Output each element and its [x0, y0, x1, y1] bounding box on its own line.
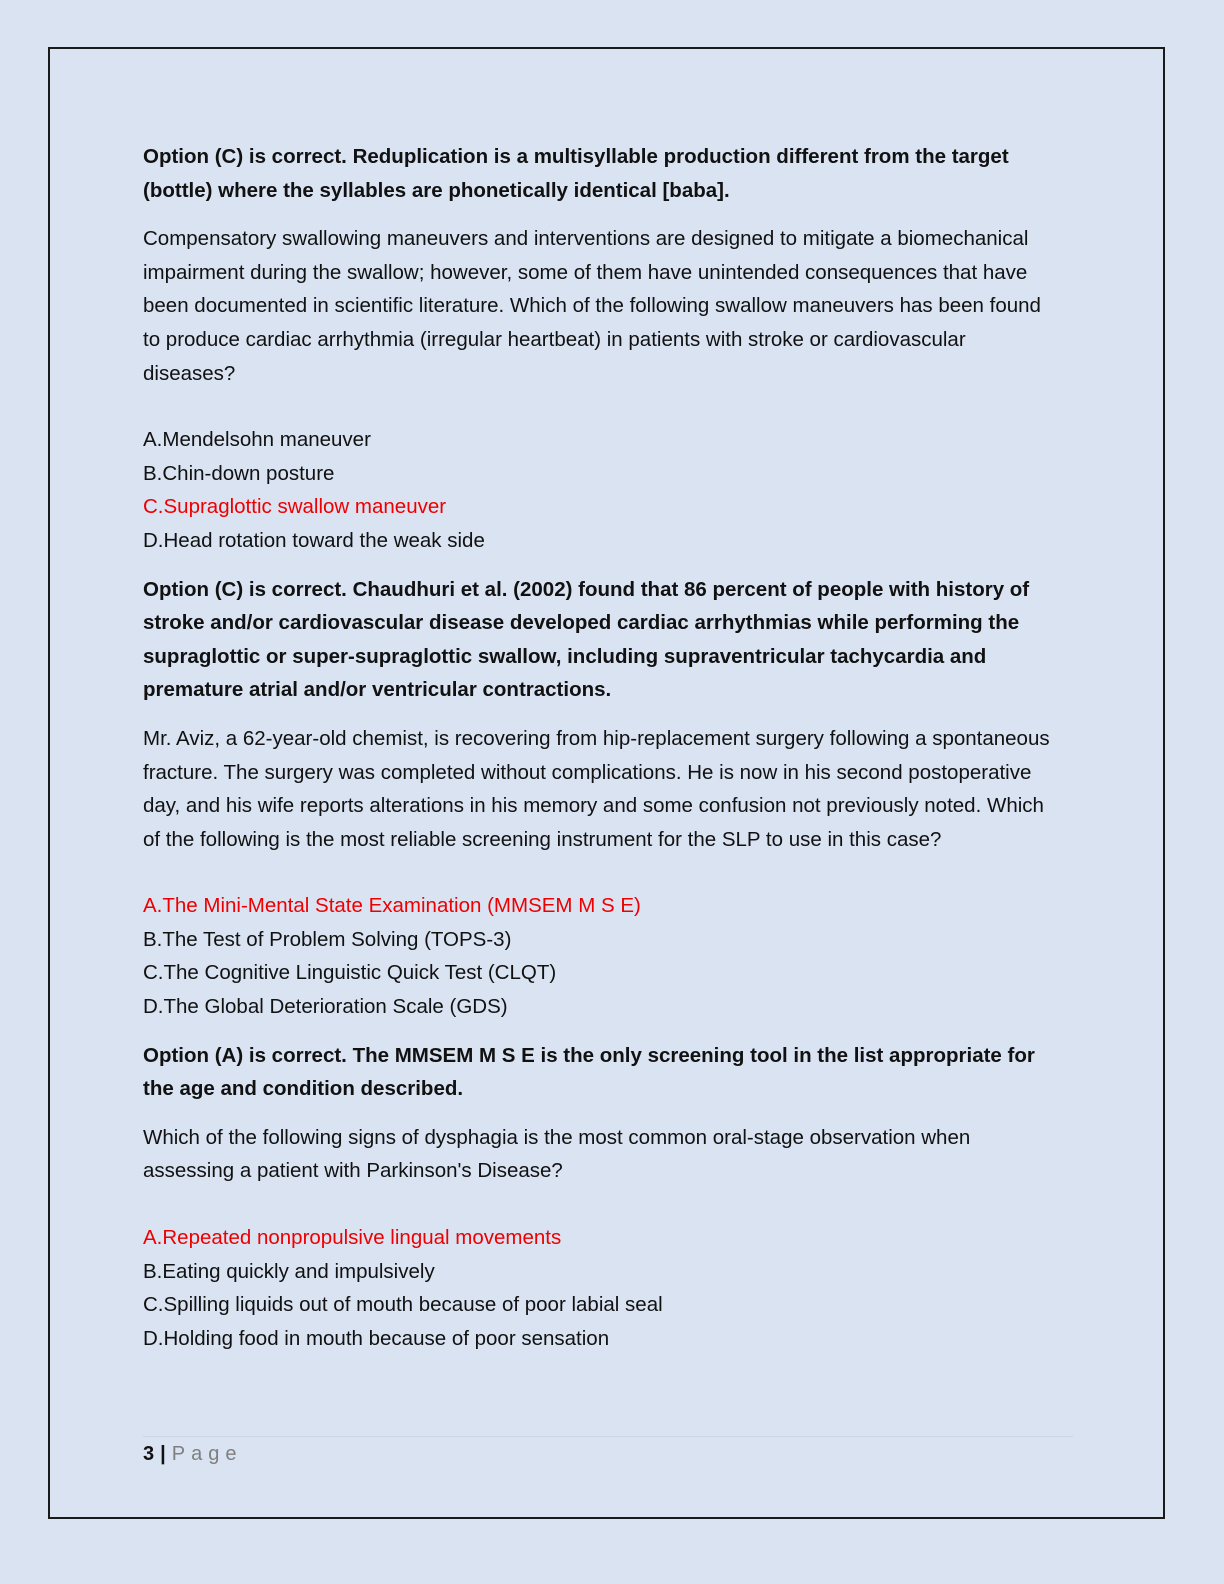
- option-d: D.The Global Deterioration Scale (GDS): [143, 995, 508, 1019]
- option-a-correct: A.The Mini-Mental State Examination (MMSEM M S E): [143, 894, 641, 918]
- document-body: [143, 140, 1063, 1370]
- answer-explanation: Option (C) is correct. Chaudhuri et al. (2002) found that 86 percent of people with history of stroke and/or cardiovascular disease developed cardiac arrhythmias while performing the supraglottic or super-supraglottic swallow, including supraventricular tachycardia and premature atrial and/or ventricular contractions.: [143, 577, 1030, 702]
- option-list: [143, 423, 1063, 557]
- question-text: Which of the following signs of dysphagia is the most common oral-stage observation when assessing a patient with Parkinson's Disease?: [143, 1125, 971, 1183]
- page-number: 3: [143, 1443, 155, 1465]
- question-text: Mr. Aviz, a 62-year-old chemist, is recovering from hip-replacement surgery following a spontaneous fracture. The surgery was completed without complications. He is now in his second postoperative day, and his wife reports alterations in his memory and some confusion not previously noted. Which of the following is the most reliable screening instrument for the SLP to use in this case?: [143, 726, 1050, 851]
- option-a: A.Mendelsohn maneuver: [143, 428, 371, 452]
- question-block: [143, 722, 1063, 1024]
- option-list: [143, 1221, 1063, 1355]
- option-b: B.Eating quickly and impulsively: [143, 1259, 435, 1283]
- answer-explanation: Option (A) is correct. The MMSEM M S E is the only screening tool in the list appropriate for the age and condition described.: [143, 1043, 1035, 1101]
- page-label: Page: [171, 1443, 243, 1465]
- option-b: B.Chin-down posture: [143, 461, 335, 485]
- option-b: B.The Test of Problem Solving (TOPS-3): [143, 927, 512, 951]
- question-block: [143, 222, 1063, 557]
- question-block: [143, 1121, 1063, 1356]
- option-d: D.Holding food in mouth because of poor sensation: [143, 1326, 610, 1350]
- page-footer: [143, 1440, 242, 1468]
- option-c: C.The Cognitive Linguistic Quick Test (CLQT): [143, 961, 557, 985]
- option-c-correct: C.Supraglottic swallow maneuver: [143, 495, 447, 519]
- answer-explanation: Option (C) is correct. Reduplication is a multisyllable production different from the target (bottle) where the syllables are phonetically identical [baba].: [143, 145, 1009, 202]
- option-list: [143, 889, 1063, 1023]
- option-a-correct: A.Repeated nonpropulsive lingual movements: [143, 1226, 562, 1250]
- option-c: C.Spilling liquids out of mouth because of poor labial seal: [143, 1293, 663, 1317]
- footer-divider: [143, 1436, 1073, 1437]
- page-separator: |: [160, 1443, 166, 1465]
- question-text: Compensatory swallowing maneuvers and interventions are designed to mitigate a biomechanical impairment during the swallow; however, some of them have unintended consequences that have been documented in scientific literature. Which of the following swallow maneuvers has been found to produce cardiac arrhythmia (irregular heartbeat) in patients with stroke or cardiovascular diseases?: [143, 227, 1041, 385]
- option-d: D.Head rotation toward the weak side: [143, 528, 485, 552]
